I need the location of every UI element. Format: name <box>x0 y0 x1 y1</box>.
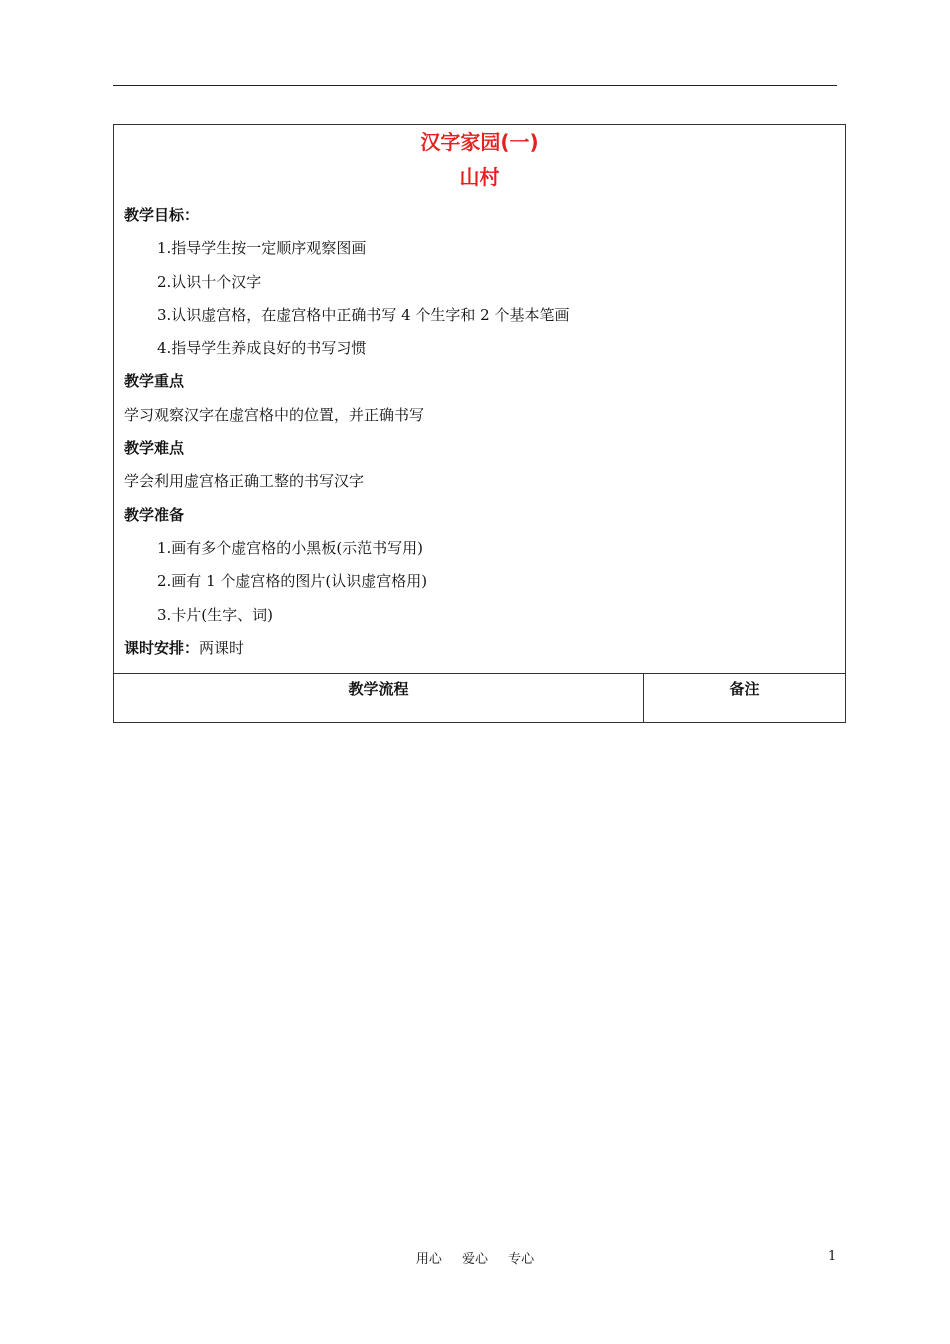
schedule-label: 课时安排： <box>124 638 200 657</box>
difficulties-heading: 教学难点 <box>124 439 185 458</box>
document-title: 汉字家园(一) <box>420 130 539 154</box>
schedule-value: 两课时 <box>199 638 245 657</box>
key-points-text: 学习观察汉字在虚宫格中的位置，并正确书写 <box>124 405 425 424</box>
table-header-row <box>114 674 845 722</box>
objective-item: 4.指导学生养成良好的书写习惯 <box>157 339 367 358</box>
difficulties-text: 学会利用虚宫格正确工整的书写汉字 <box>124 472 365 491</box>
objective-item: 3.认识虚宫格，在虚宫格中正确书写 4 个生字和 2 个基本笔画 <box>157 305 570 324</box>
footer-text: 用心 爱心 专心 <box>415 1252 535 1267</box>
key-points-heading: 教学重点 <box>124 372 185 391</box>
lesson-info-cell <box>114 127 845 674</box>
page-number: 1 <box>828 1249 837 1264</box>
objective-item: 2.认识十个汉字 <box>157 272 262 291</box>
objective-item: 1.指导学生按一定顺序观察图画 <box>157 239 367 258</box>
objectives-heading: 教学目标： <box>124 206 200 224</box>
document-subtitle: 山村 <box>459 165 500 189</box>
lesson-plan-table <box>113 124 846 723</box>
preparation-item: 2.画有 1 个虚宫格的图片(认识虚宫格用) <box>157 572 428 591</box>
preparation-item: 3.卡片(生字、词) <box>157 605 274 624</box>
schedule-line <box>124 632 835 665</box>
teaching-flow-header: 教学流程 <box>114 674 644 722</box>
preparation-heading: 教学准备 <box>124 505 185 524</box>
preparation-item: 1.画有多个虚宫格的小黑板(示范书写用) <box>157 538 424 557</box>
notes-header: 备注 <box>729 680 760 699</box>
header-rule <box>113 85 837 86</box>
